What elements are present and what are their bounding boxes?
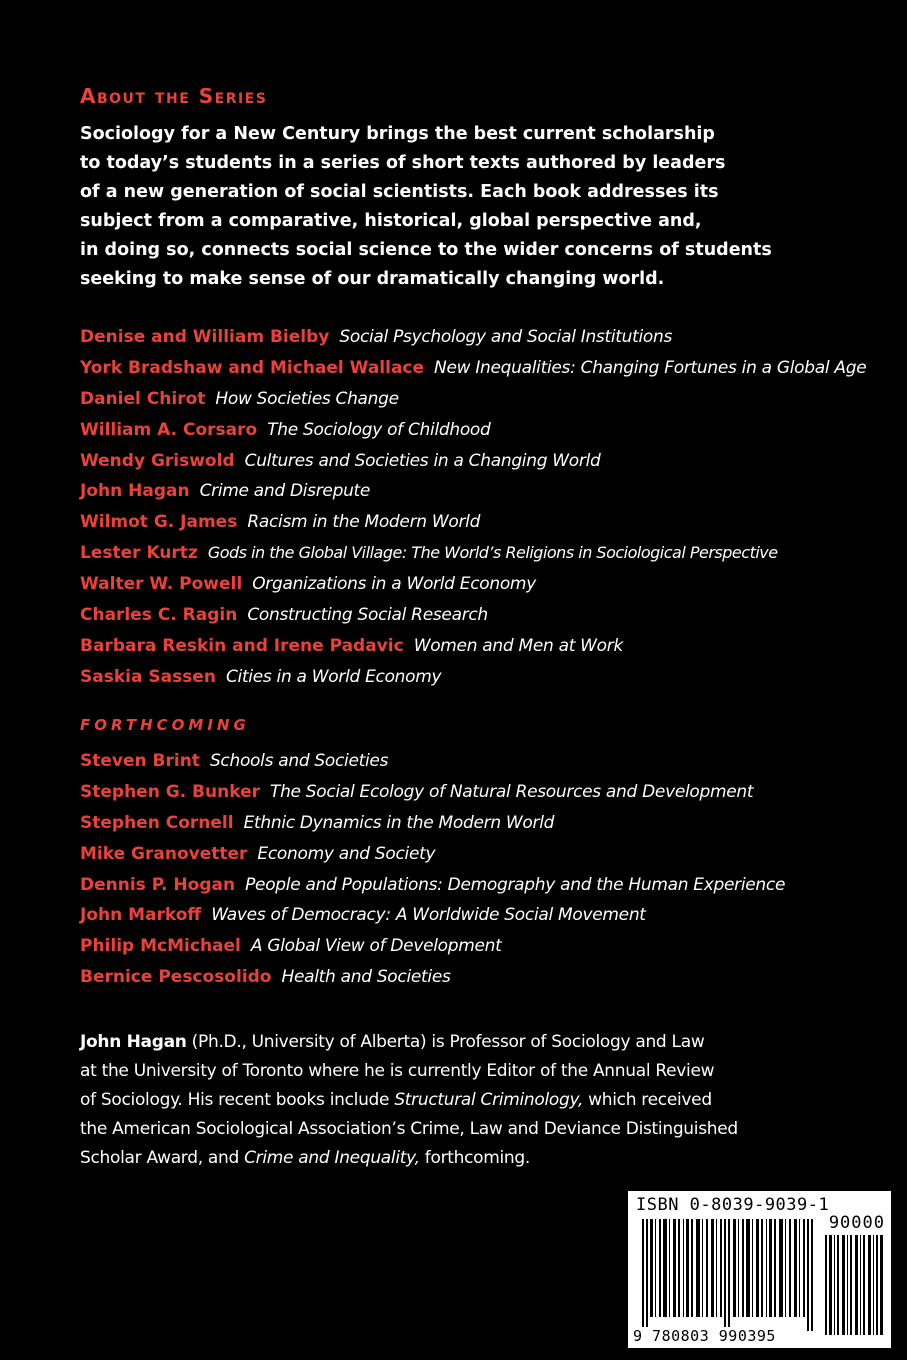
book-title: Health and Societies	[281, 967, 451, 988]
book-entry	[80, 476, 900, 507]
bio-text: which received	[583, 1090, 712, 1110]
book-entry	[80, 322, 900, 353]
ean-number: 9 780803 990395	[633, 1327, 776, 1345]
book-title: Racism in the Modern World	[247, 512, 481, 533]
book-author: John Markoff	[80, 905, 202, 926]
book-title: The Sociology of Childhood	[267, 419, 491, 440]
book-title: Gods in the Global Village: The World’s Religions in Sociological Perspective	[207, 543, 778, 563]
book-author: Stephen Cornell	[80, 812, 234, 833]
book-entry	[80, 962, 900, 993]
forthcoming-book-list	[80, 746, 900, 993]
book-title: Ethnic Dynamics in the Modern World	[243, 812, 555, 833]
book-entry	[80, 538, 900, 569]
book-title: New Inequalities: Changing Fortunes in a Global Age	[434, 357, 867, 378]
book-entry	[80, 662, 900, 693]
book-entry	[80, 415, 900, 446]
book-title: Organizations in a World Economy	[252, 574, 536, 595]
book-title: Cities in a World Economy	[225, 666, 442, 687]
bio-line: at the University of Toronto where he is currently Editor of the Annual Review	[80, 1061, 715, 1081]
book-title: People and Populations: Demography and the Human Experience	[245, 874, 786, 895]
description-line: of a new generation of social scientists. Each book addresses its	[80, 182, 719, 202]
bio-line	[80, 1028, 880, 1057]
book-author: Denise and William Bielby	[80, 327, 330, 347]
book-author: John Hagan	[80, 481, 190, 502]
bio-text: Scholar Award, and	[80, 1148, 245, 1168]
bio-text: forthcoming.	[419, 1148, 531, 1168]
isbn-number: ISBN 0-8039-9039-1	[636, 1195, 830, 1215]
book-author: Wilmot G. James	[80, 512, 238, 533]
book-title: The Social Ecology of Natural Resources and Development	[269, 781, 754, 802]
bio-text: of Sociology. His recent books include	[80, 1090, 395, 1110]
author-bio	[80, 1028, 880, 1173]
book-title: Women and Men at Work	[413, 635, 624, 656]
bio-book-title: Structural Criminology,	[394, 1090, 584, 1110]
isbn-barcode	[628, 1191, 891, 1348]
book-author: Stephen G. Bunker	[80, 781, 260, 802]
book-title: Constructing Social Research	[247, 605, 488, 626]
book-entry	[80, 569, 900, 600]
book-author: Lester Kurtz	[80, 543, 198, 564]
bio-line	[80, 1144, 880, 1173]
book-author: Saskia Sassen	[80, 666, 216, 687]
book-author: Bernice Pescosolido	[80, 967, 272, 988]
book-author: Philip McMichael	[80, 936, 241, 957]
book-author: Wendy Griswold	[80, 450, 235, 471]
book-author: Steven Brint	[80, 751, 200, 771]
book-author: Barbara Reskin and Irene Padavic	[80, 635, 404, 656]
bio-line	[80, 1086, 880, 1115]
barcode-addon-bars	[824, 1235, 884, 1335]
price-code: 90000	[828, 1213, 885, 1233]
book-entry	[80, 808, 900, 839]
bio-line: the American Sociological Association’s Crime, Law and Deviance Distinguished	[80, 1119, 738, 1139]
book-entry	[80, 600, 900, 631]
book-author: Dennis P. Hogan	[80, 874, 236, 895]
book-author: Mike Granovetter	[80, 843, 248, 864]
book-entry	[80, 931, 900, 962]
series-book-list	[80, 322, 900, 693]
bio-text: (Ph.D., University of Alberta) is Professor of Sociology and Law	[186, 1032, 705, 1052]
book-entry	[80, 446, 900, 477]
description-line: seeking to make sense of our dramatically changing world.	[80, 269, 665, 289]
description-line: to today’s students in a series of short texts authored by leaders	[80, 153, 726, 173]
book-title: Schools and Societies	[209, 751, 389, 771]
book-title: A Global View of Development	[250, 936, 502, 957]
section-heading-forthcoming: FORTHCOMING	[80, 716, 250, 734]
book-entry	[80, 870, 900, 901]
book-entry	[80, 900, 900, 931]
book-entry	[80, 507, 900, 538]
bio-author-name: John Hagan	[80, 1032, 187, 1052]
book-title: Cultures and Societies in a Changing World	[244, 450, 601, 471]
book-author: Charles C. Ragin	[80, 605, 238, 626]
book-author: Daniel Chirot	[80, 388, 206, 409]
book-author: William A. Corsaro	[80, 419, 258, 440]
series-description	[80, 120, 880, 294]
book-title: How Societies Change	[215, 388, 399, 409]
book-title: Waves of Democracy: A Worldwide Social Movement	[211, 905, 646, 926]
book-author: York Bradshaw and Michael Wallace	[80, 357, 425, 378]
book-entry	[80, 746, 900, 777]
section-heading-about: About the Series	[80, 84, 268, 108]
book-title: Economy and Society	[257, 843, 436, 864]
bio-book-title: Crime and Inequality,	[244, 1148, 420, 1168]
book-entry	[80, 631, 900, 662]
book-entry	[80, 839, 900, 870]
description-line: subject from a comparative, historical, global perspective and,	[80, 211, 702, 231]
book-author: Walter W. Powell	[80, 574, 243, 595]
barcode-main-bars	[640, 1219, 816, 1331]
description-line: Sociology for a New Century brings the best current scholarship	[80, 124, 715, 144]
book-title: Crime and Disrepute	[199, 481, 371, 502]
book-entry	[80, 777, 900, 808]
book-entry	[80, 353, 900, 384]
book-entry	[80, 384, 900, 415]
book-title: Social Psychology and Social Institutions	[339, 327, 673, 347]
description-line: in doing so, connects social science to the wider concerns of students	[80, 240, 772, 260]
